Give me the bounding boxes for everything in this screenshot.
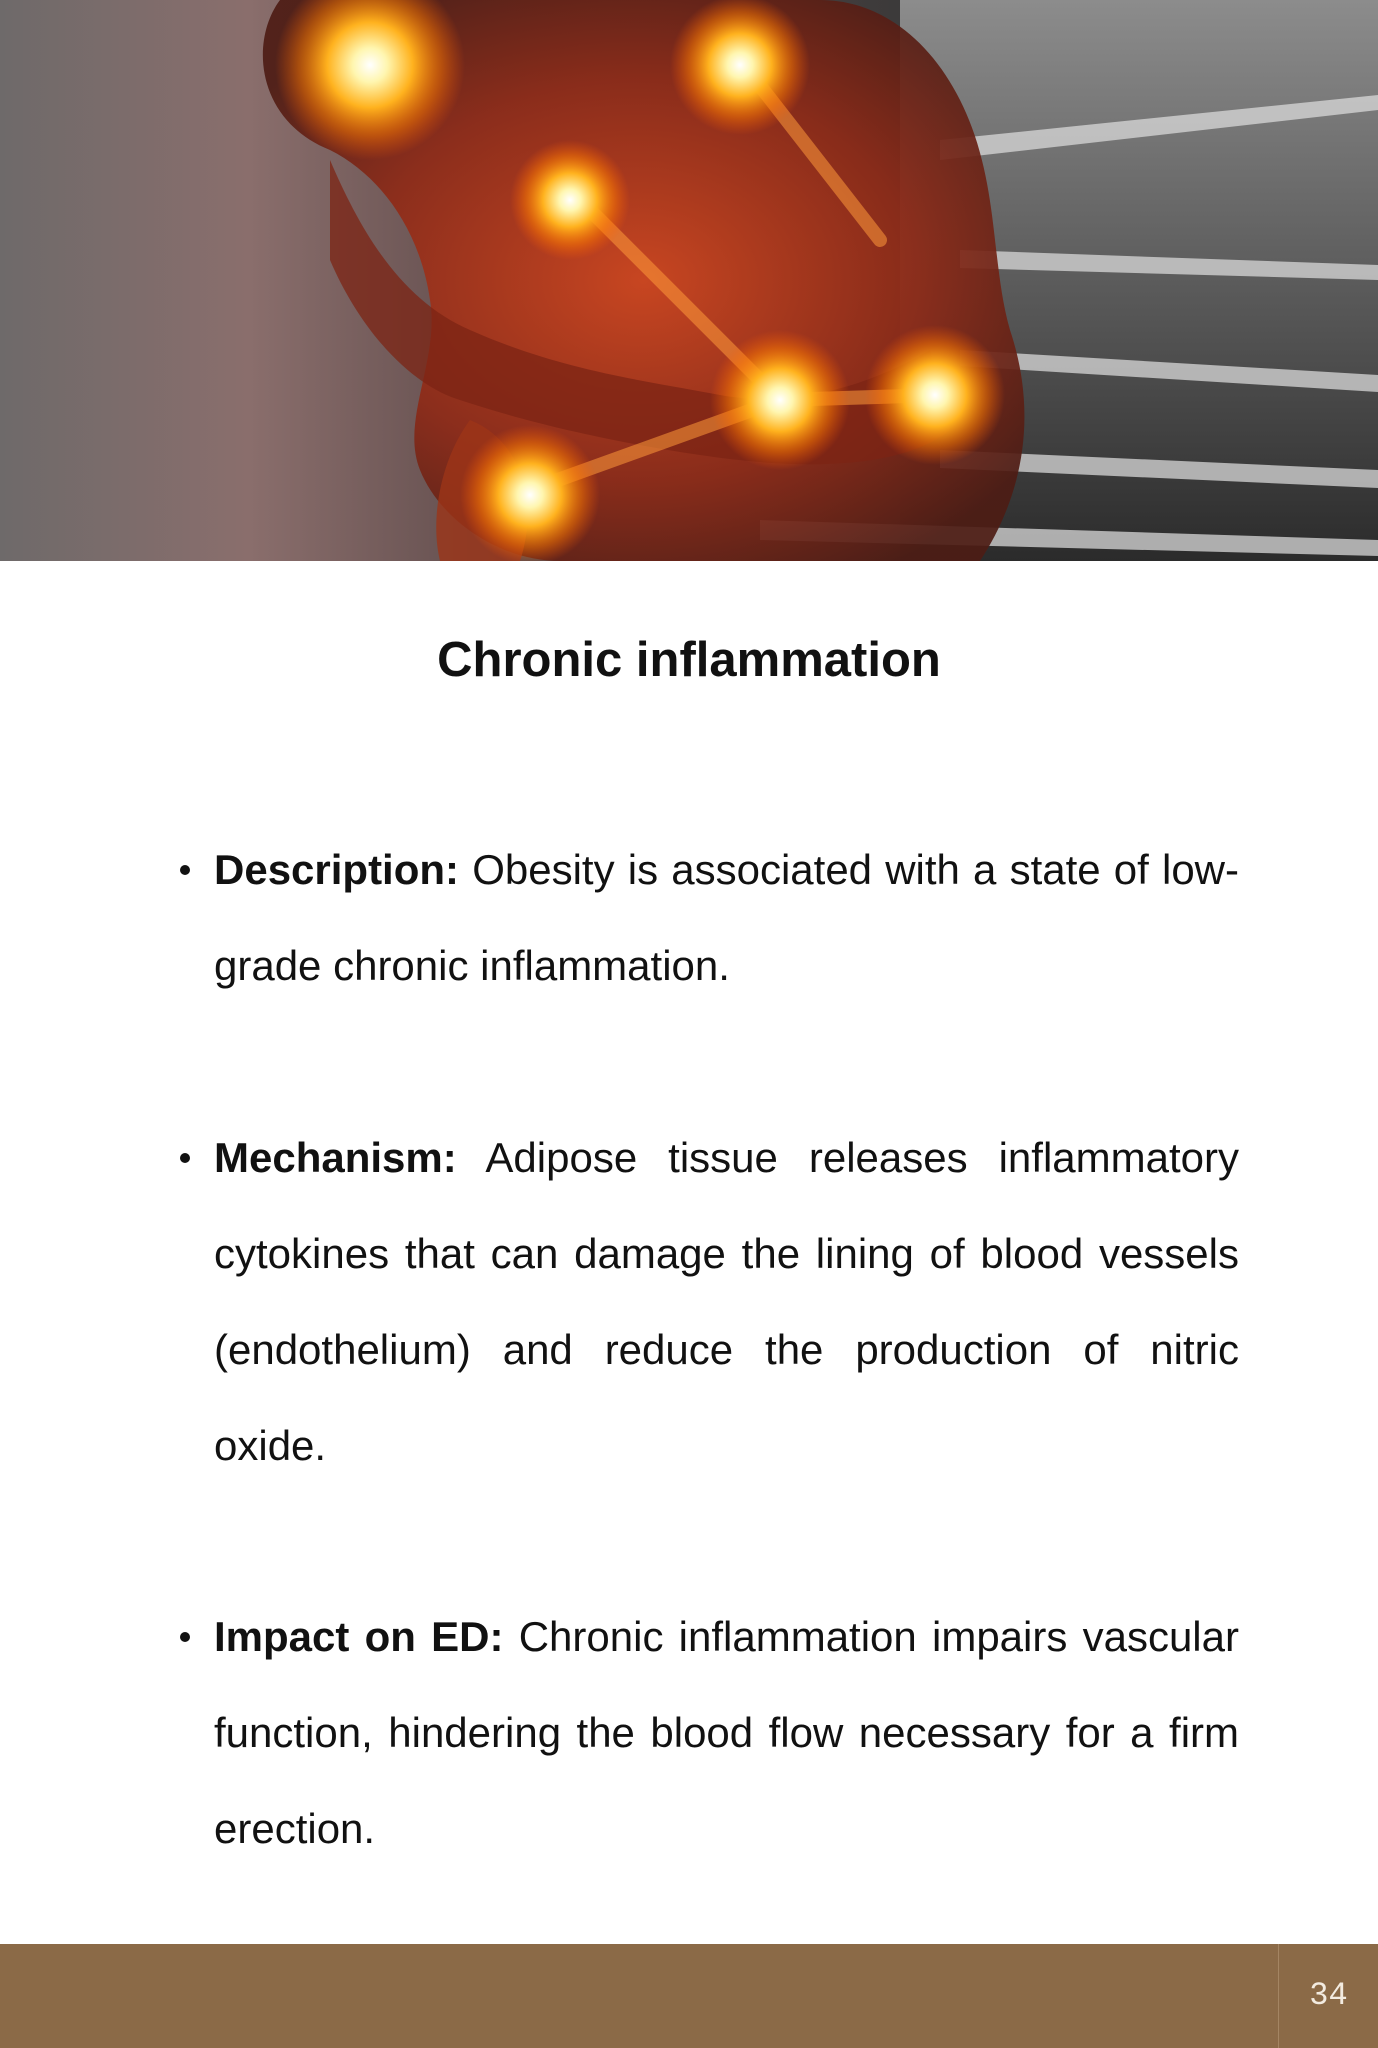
bullet-label: Mechanism: — [214, 1134, 457, 1181]
bullet-dot-icon — [180, 865, 190, 875]
bullet-description — [214, 822, 1239, 1014]
bullet-label: Description: — [214, 846, 460, 893]
footer-bar — [0, 1944, 1378, 2048]
bullet-text: Obesity is associated with a state of low-grade chronic inflammation. — [214, 846, 1239, 989]
page-title: Chronic inflammation — [437, 633, 941, 687]
bullet-dot-icon — [180, 1153, 190, 1163]
bullet-mechanism — [214, 1110, 1239, 1494]
bullet-impact-on-ed — [214, 1589, 1239, 1877]
page-number: 34 — [1309, 1977, 1348, 2014]
bullet-text: Adipose tissue releases inflammatory cytokines that can damage the lining of blood vessels (endothelium) and reduce the production of nitric oxide. — [214, 1134, 1239, 1469]
hero-image — [0, 0, 1378, 561]
bullet-text: Chronic inflammation impairs vascular function, hindering the blood flow necessary for a firm erection. — [214, 1613, 1239, 1852]
bullet-label: Impact on ED: — [214, 1613, 504, 1660]
bullet-dot-icon — [180, 1632, 190, 1642]
